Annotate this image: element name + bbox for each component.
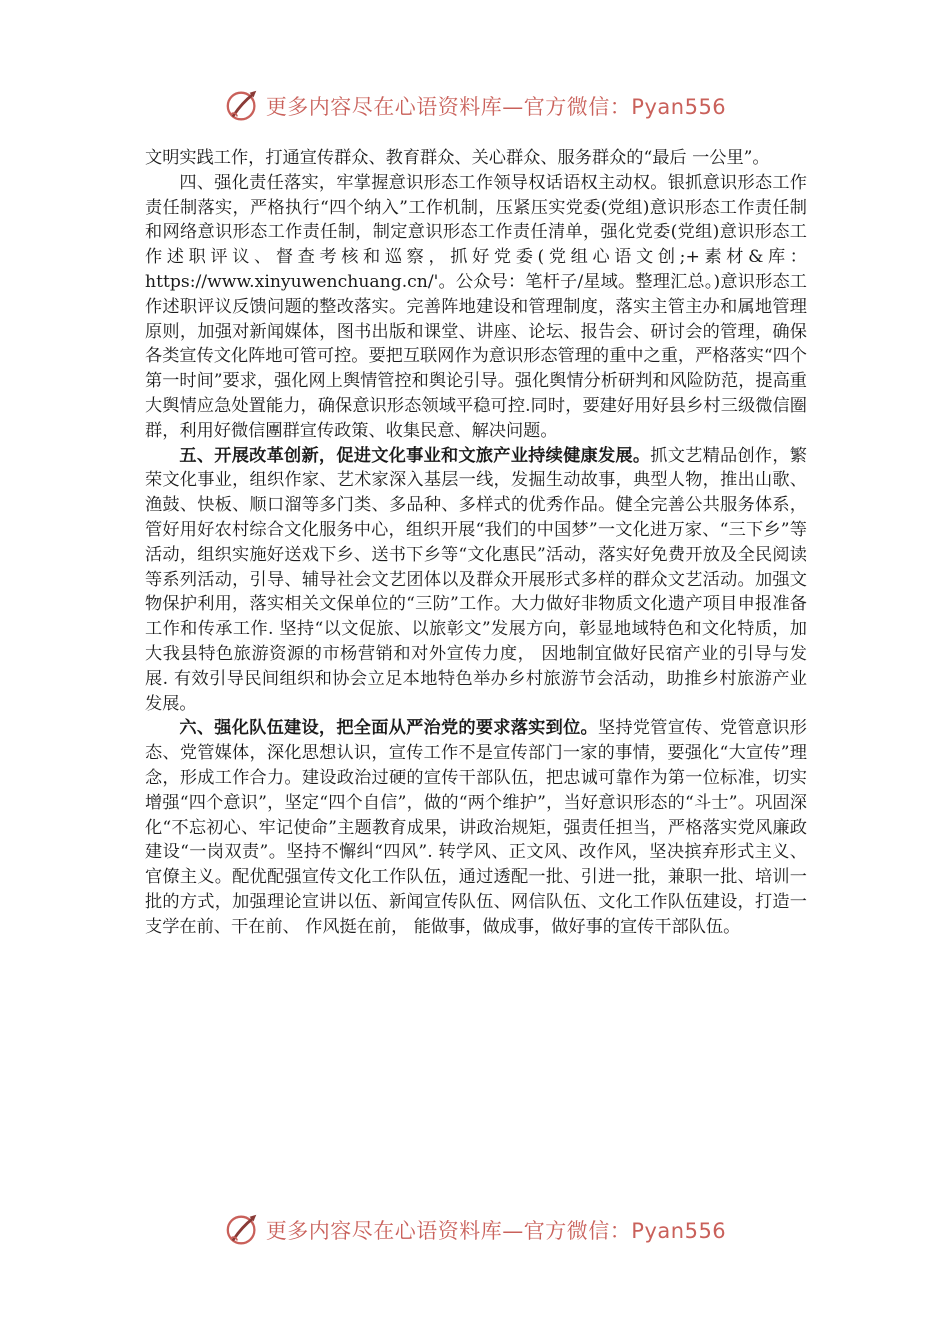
paragraph-3-heading: 五、开展改革创新，促进文化事业和文旅产业持续健康发展。 [179, 445, 651, 466]
paragraph-1 [145, 146, 807, 171]
paragraph-4-heading: 六、强化队伍建设，把全面从严治党的要求落实到位。 [179, 718, 598, 739]
footer-banner [0, 1210, 950, 1250]
banner-text: 更多内容尽在心语资料库—官方微信：Pyan556 [265, 1219, 727, 1243]
paragraph-2-body: 四、强化责任落实，牢掌握意识形态工作领导权话语权主动权。银抓意识形态工作责任制落实，严格执行“四个纳入”工作机制，压紧压实党委(党组)意识形态工作责任制和网络意识形态工作责任制，制定意识形态工作责任清单，强化党委(党组)意识形态工作述职评议、督查考核和巡察，抓好党委(党组心语文创;+素材&库：https://www.xinyuwenchuang.cn/'。公众号：笔杆子/星域。整理汇总。)意识形态工作述职评议反馈问题的整改落实。完善阵地建设和管理制度，落实主管主办和属地管理原则，加强对新闻媒体，图书出版和课堂、讲座、论坛、报告会、研讨会的管理，确保各类宣传文化阵地可管可控。要把互联网作为意识形态管理的重中之重，严格落实“四个第一时间”要求，强化网上舆情管控和舆论引导。强化舆情分析研判和风险防范，提高重大舆情应急处置能力，确保意识形态领域平稳可控.同时，要建好用好县乡村三级微信圈群，利用好微信團群宣传政策、收集民意、解决问题。 [145, 172, 807, 441]
paragraph-4 [145, 716, 807, 939]
paragraph-3-body: 抓文艺精品创作，繁荣文化事业，组织作家、艺术家深入基层一线，发掘生动故事，典型人物，推出山歌、渔鼓、快板、顺口溜等多门类、多品种、多样式的优秀作品。健全完善公共服务体系，管好用好农村综合文化服务中心，组织开展“我们的中国梦”一文化进万家、“三下乡”等活动，组织实施好送戏下乡、送书下乡等“文化惠民”活动，落实好免费开放及全民阅读等系列活动，引导、辅导社会文艺团体以及群众开展形式多样的群众文艺活动。加强文物保护利用，落实相关文保单位的“三防”工作。大力做好非物质文化遗产项目申报准备工作和传承工作. 坚持“以文促旅、以旅彰文”发展方向，彰显地域特色和文化特质，加大我县特色旅游资源的市杨营销和对外宣传力度， 因地制宜做好民宿产业的引导与发展. 有效引导民间组织和协会立足本地特色举办乡村旅游节会活动，助推乡村旅游产业发展。 [145, 445, 807, 714]
paragraph-1-body: 文明实践工作，打通宣传群众、教育群众、关心群众、服务群众的“最后 一公里”。 [145, 148, 770, 168]
banner-text: 更多内容尽在心语资料库—官方微信：Pyan556 [265, 95, 727, 119]
header-banner [0, 86, 950, 126]
document-body [145, 146, 807, 940]
pen-circle-logo-icon [224, 1211, 262, 1249]
paragraph-2 [145, 171, 807, 444]
pen-circle-logo-icon [224, 87, 262, 125]
paragraph-4-body: 坚持党管宣传、党管意识形态、党管媒体，深化思想认识，宣传工作不是宣传部门一家的事情，要强化“大宣传”理念，形成工作合力。建设政治过硬的宣传干部队伍，把忠诚可靠作为第一位标准，切实增强“四个意识”，坚定“四个自信”，做的“两个维护”，当好意识形态的“斗士”。巩固深化“不忘初心、牢记使命”主题教育成果，讲政治规矩，强责任担当，严格落实党风廉政建设“一岗双责”。坚持不懈纠“四风”. 转学风、正文风、改作风，坚决摈弃形式主义、官僚主义。配优配强宣传文化工作队伍，通过透配一批、引进一批，兼职一批、培训一批的方式，加强理论宣讲以伍、新闻宣传队伍、网信队伍、文化工作队伍建设，打造一支学在前、干在前、 作风挺在前， 能做事，做成事，做好事的宣传干部队伍。 [145, 718, 807, 937]
paragraph-3 [145, 444, 807, 717]
